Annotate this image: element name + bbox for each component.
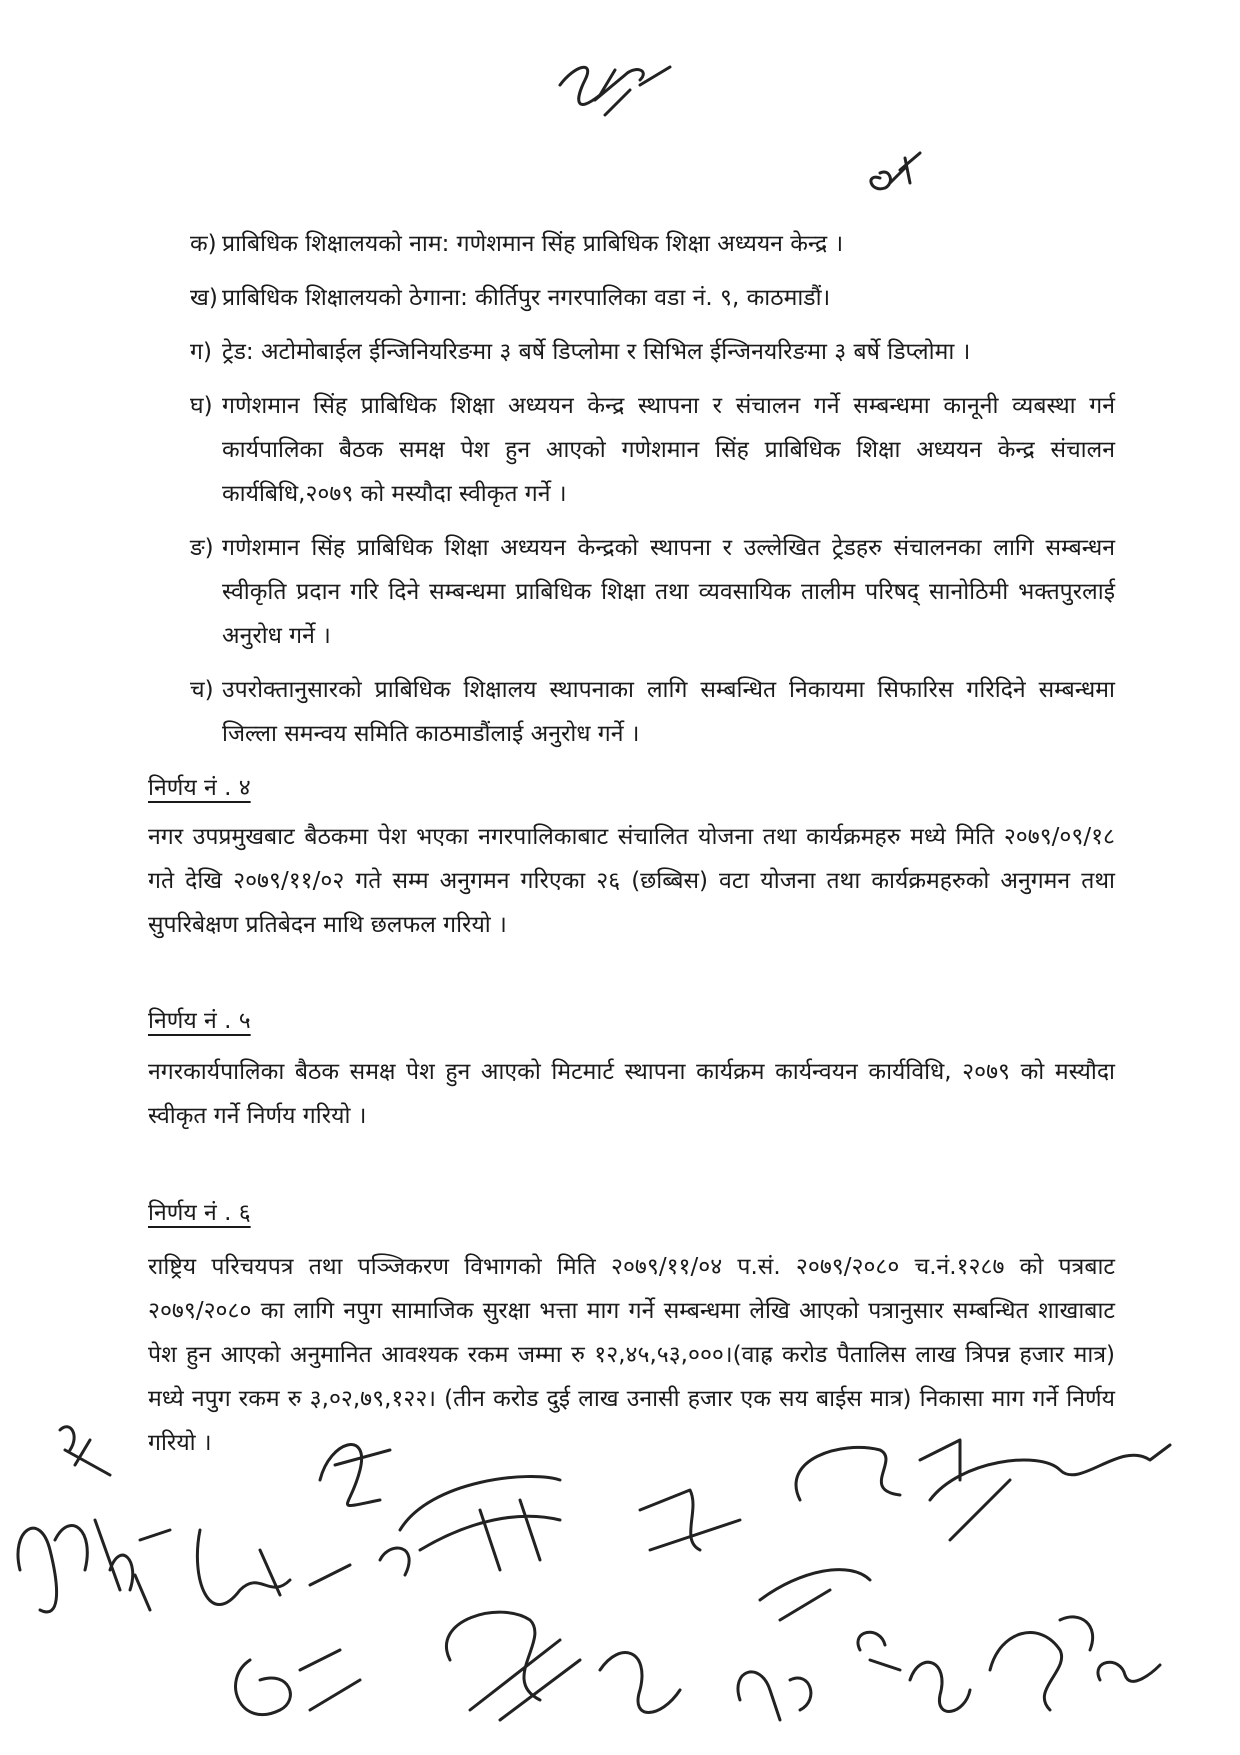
decision-text-6: राष्ट्रिय परिचयपत्र तथा पञ्जिकरण विभागको मिति २०७९/११/०४ प.सं. २०७९/२०८० च.नं.१२८७ को पत्रबाट २०७९/२०८० का लागि नपुग सामाजिक सुरक्षा भत्ता माग गर्ने सम्बन्धमा लेखि आएको पत्रानुसार सम्बन्धित शाखाबाट पेश हुन आएको अनुमानित आवश्यक रकम जम्मा रु १२,४५,५३,०००।(वाह्र करोड पैतालिस लाख त्रिपन्न हजार मात्र) मध्ये नपुग रकम रु ३,०२,७९,१२२। (तीन करोड दुई लाख उनासी हजार एक सय बाईस मात्र) निकासा माग गर्ने निर्णय गरियो । <box>148 1254 1115 1456</box>
signatures-block <box>0 1420 1240 1755</box>
list-marker: ग) <box>190 339 212 365</box>
list-item <box>190 668 1115 756</box>
list-marker: ङ) <box>190 535 214 561</box>
list-item <box>190 330 1115 374</box>
list-text: उपरोक्तानुसारको प्राबिधिक शिक्षालय स्थापनाका लागि सम्बन्धित निकायमा सिफारिस गरिदिने सम्बन्धमा जिल्ला समन्वय समिति काठमाडौंलाई अनुरोध गर्ने । <box>222 677 1115 747</box>
decision-text-5: नगरकार्यपालिका बैठक समक्ष पेश हुन आएको मिटमार्ट स्थापना कार्यक्रम कार्यन्वयन कार्यविधि, २०७९ को मस्यौदा स्वीकृत गर्ने निर्णय गरियो । <box>148 1059 1115 1129</box>
list-marker: ख) <box>190 285 218 311</box>
list-text: गणेशमान सिंह प्राबिधिक शिक्षा अध्ययन केन्द्र स्थापना र संचालन गर्ने सम्बन्धमा कानूनी व्यबस्था गर्न कार्यपालिका बैठक समक्ष पेश हुन आएको गणेशमान सिंह प्राबिधिक शिक्षा अध्ययन केन्द्र संचालन कार्यबिधि,२०७९ को मस्यौदा स्वीकृत गर्ने । <box>222 393 1115 507</box>
list-text: प्राबिधिक शिक्षालयको ठेगाना: कीर्तिपुर नगरपालिका वडा नं. ९, काठमाडौं। <box>222 285 831 311</box>
list-text: ट्रेड: अटोमोबाईल ईन्जिनियरिङमा ३ बर्षे डिप्लोमा र सिभिल ईन्जिनयरिङमा ३ बर्षे डिप्लोमा । <box>222 339 971 365</box>
top-right-initial <box>860 148 930 198</box>
list-marker: च) <box>190 677 214 703</box>
list-text: प्राबिधिक शिक्षालयको नाम: गणेशमान सिंह प्राबिधिक शिक्षा अध्ययन केन्द्र । <box>222 231 844 257</box>
decision-text-4: नगर उपप्रमुखबाट बैठकमा पेश भएका नगरपालिकाबाट संचालित योजना तथा कार्यक्रमहरु मध्ये मिति २०७९/०९/१८ गते देखि २०७९/११/०२ गते सम्म अनुगमन गरिएका २६ (छब्बिस) वटा योजना तथा कार्यक्रमहरुको अनुगमन तथा सुपरिबेक्षण प्रतिबेदन माथि छलफल गरियो । <box>148 824 1115 938</box>
item-list <box>190 222 1115 766</box>
list-item <box>190 526 1115 658</box>
decision-heading-4: निर्णय नं . ४ <box>148 775 251 801</box>
list-item <box>190 222 1115 266</box>
decision-heading-6: निर्णय नं . ६ <box>148 1200 251 1226</box>
list-item <box>190 384 1115 516</box>
top-signature <box>555 55 675 125</box>
list-marker: घ) <box>190 393 213 419</box>
list-marker: क) <box>190 231 217 257</box>
list-text: गणेशमान सिंह प्राबिधिक शिक्षा अध्ययन केन्द्रको स्थापना र उल्लेखित ट्रेडहरु संचालनका लागि सम्बन्धन स्वीकृति प्रदान गरि दिने सम्बन्धमा प्राबिधिक शिक्षा तथा व्यवसायिक तालीम परिषद् सानोठिमी भक्तपुरलाई अनुरोध गर्ने । <box>222 535 1115 649</box>
list-item <box>190 276 1115 320</box>
decision-heading-5: निर्णय नं . ५ <box>148 1008 251 1034</box>
